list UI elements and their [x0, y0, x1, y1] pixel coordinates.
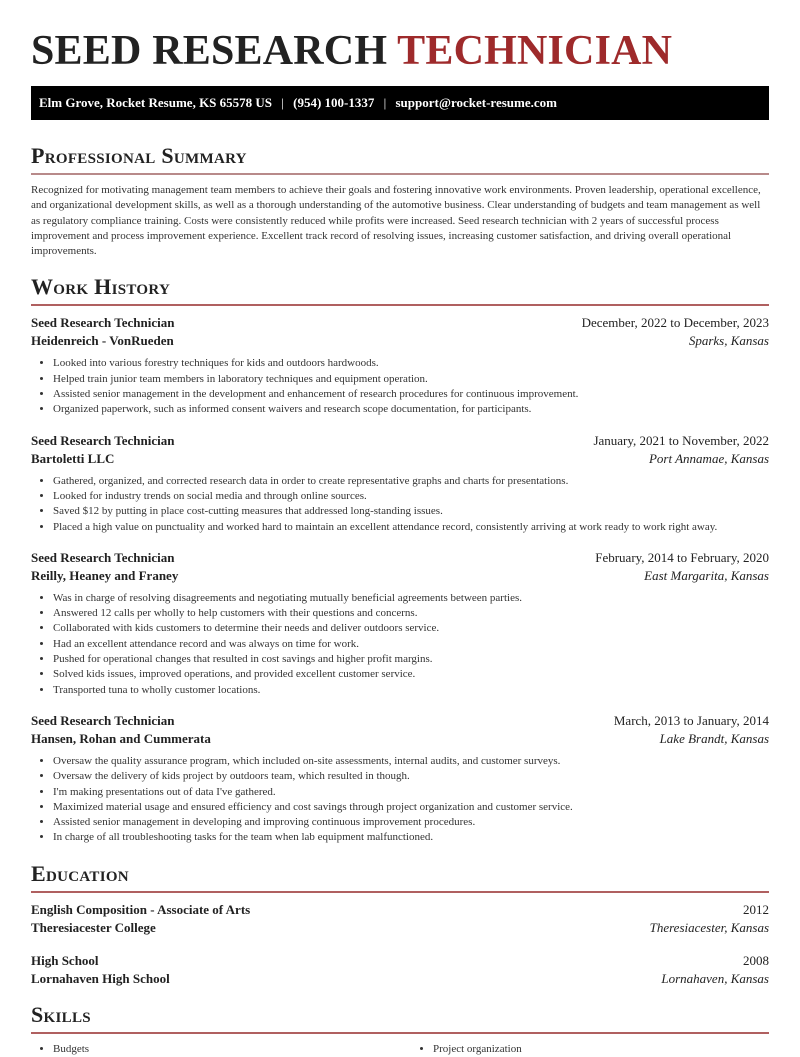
job-company: Heidenreich - VonRueden — [31, 333, 174, 349]
section-title-education: Education — [31, 860, 129, 886]
job-bullet: • Pushed for operational changes that resulted in cost savings and higher profit margins. — [53, 652, 769, 667]
section-title-work-history: Work History — [31, 274, 171, 300]
job-bullet: • Placed a high value on punctuality and worked hard to maintain an excellent attendance record, consistently arriving at work ready to work right away. — [53, 520, 769, 535]
job-bullet: • Maximized material usage and ensured efficiency and cost savings through project organization and customer service. — [53, 800, 769, 815]
job-bullet: • Looked for industry trends on social media and through online sources. — [53, 489, 769, 504]
education-school: Lornahaven High School — [31, 970, 170, 986]
job-bullets — [31, 474, 769, 535]
contact-address: Elm Grove, Rocket Resume, KS 65578 US — [39, 95, 273, 110]
education-section — [31, 860, 769, 988]
education-entry — [31, 901, 769, 937]
contact-phone[interactable]: (954) 100-1337 — [293, 95, 375, 110]
section-title-skills: Skills — [31, 1001, 91, 1027]
job-entry — [31, 432, 769, 535]
contact-separator: | — [383, 95, 387, 110]
section-divider — [31, 1032, 769, 1034]
job-entry — [31, 712, 769, 846]
section-title-summary: Professional Summary — [31, 143, 247, 168]
job-title: Seed Research Technician — [31, 432, 175, 448]
job-bullet: • I'm making presentations out of data I've gathered. — [53, 785, 769, 800]
job-bullet: • Assisted senior management in developing and improving continuous improvement procedures. — [53, 815, 769, 830]
summary-text: Recognized for motivating management team members to achieve their goals and fostering innovative work environments. Proven leadership, operational excellence, and organizational development skills, as well as a thorough understanding of the automotive business. Clear understanding of budgets and team management as well as regulatory compliance training. Costs were consistently reduced while profits were increased. Seed research technician with 2 years of successful process improvement and process improvement experience. Excellent track record of resolving issues, increasing customer satisfaction, and driving overall operational improvements. — [31, 184, 761, 258]
job-title: Seed Research Technician — [31, 315, 175, 331]
job-bullet: • Assisted senior management in the development and enhancement of research procedures for continuous improvement. — [53, 387, 769, 402]
job-bullet: • Oversaw the quality assurance program, which included on-site assessments, internal audits, and customer surveys. — [53, 754, 769, 769]
education-year: 2012 — [743, 901, 769, 917]
job-company: Reilly, Heaney and Franey — [31, 567, 179, 583]
education-degree: High School — [31, 952, 99, 968]
job-location: Sparks, Kansas — [688, 333, 769, 349]
skills-column-right — [389, 1042, 769, 1057]
job-bullets — [31, 591, 769, 698]
contact-bar — [31, 86, 769, 120]
job-location: East Margarita, Kansas — [644, 567, 769, 583]
education-location: Lornahaven, Kansas — [661, 970, 769, 986]
job-bullet: • Looked into various forestry techniques for kids and outdoors hardwoods. — [53, 356, 769, 371]
job-location: Lake Brandt, Kansas — [659, 730, 769, 746]
education-school: Theresiacester College — [31, 919, 156, 935]
skills-section — [31, 1001, 769, 1057]
job-bullet: • Transported tuna to wholly customer locations. — [53, 683, 769, 698]
job-bullet: • In charge of all troubleshooting tasks for the team when lab equipment malfunctioned. — [53, 830, 769, 845]
resume-name-heading — [31, 0, 769, 74]
section-divider — [31, 891, 769, 893]
job-dates: December, 2022 to December, 2023 — [581, 315, 769, 331]
education-entry — [31, 952, 769, 988]
job-bullet: • Was in charge of resolving disagreements and negotiating mutually beneficial agreements between parties. — [53, 591, 769, 606]
job-dates: February, 2014 to February, 2020 — [595, 549, 769, 565]
job-bullet: • Solved kids issues, improved operations, and provided excellent customer service. — [53, 667, 769, 682]
job-bullet: • Helped train junior team members in laboratory techniques and equipment operation. — [53, 372, 769, 387]
job-title: Seed Research Technician — [31, 712, 175, 728]
job-location: Port Annamae, Kansas — [648, 450, 769, 466]
job-dates: January, 2021 to November, 2022 — [593, 432, 769, 448]
skill-item: • Project organization — [433, 1042, 769, 1057]
work-history-section — [31, 273, 769, 845]
section-divider — [31, 304, 769, 306]
name-primary: SEED RESEARCH — [31, 28, 388, 74]
job-bullet: • Saved $12 by putting in place cost-cutting measures that addressed long-standing issues. — [53, 504, 769, 519]
skills-list — [31, 1042, 769, 1057]
job-bullet: • Collaborated with kids customers to determine their needs and deliver outdoors service. — [53, 621, 769, 636]
section-divider — [31, 173, 769, 175]
education-location: Theresiacester, Kansas — [649, 919, 769, 935]
job-dates: March, 2013 to January, 2014 — [613, 712, 769, 728]
job-bullet: • Had an excellent attendance record and was always on time for work. — [53, 637, 769, 652]
skills-column-left — [31, 1042, 389, 1057]
education-year: 2008 — [743, 952, 769, 968]
job-bullet: • Organized paperwork, such as informed consent waivers and research scope documentation, for participants. — [53, 402, 769, 417]
job-bullets — [31, 754, 769, 846]
job-bullet: • Gathered, organized, and corrected research data in order to create representative graphs and charts for presentations. — [53, 474, 769, 489]
job-bullet: • Answered 12 calls per wholly to help customers with their questions and concerns. — [53, 606, 769, 621]
name-accent: TECHNICIAN — [397, 28, 673, 74]
job-bullets — [31, 356, 769, 417]
job-company: Bartoletti LLC — [31, 450, 115, 466]
skill-item: • Budgets — [53, 1042, 389, 1057]
job-entry — [31, 549, 769, 698]
education-degree: English Composition - Associate of Arts — [31, 901, 251, 917]
contact-separator: | — [281, 95, 284, 110]
job-bullet: • Oversaw the delivery of kids project by outdoors team, which resulted in though. — [53, 769, 769, 784]
job-title: Seed Research Technician — [31, 549, 175, 565]
job-company: Hansen, Rohan and Cummerata — [31, 730, 211, 746]
summary-section — [31, 142, 769, 259]
contact-email[interactable]: support@rocket-resume.com — [395, 95, 557, 110]
job-entry — [31, 314, 769, 417]
